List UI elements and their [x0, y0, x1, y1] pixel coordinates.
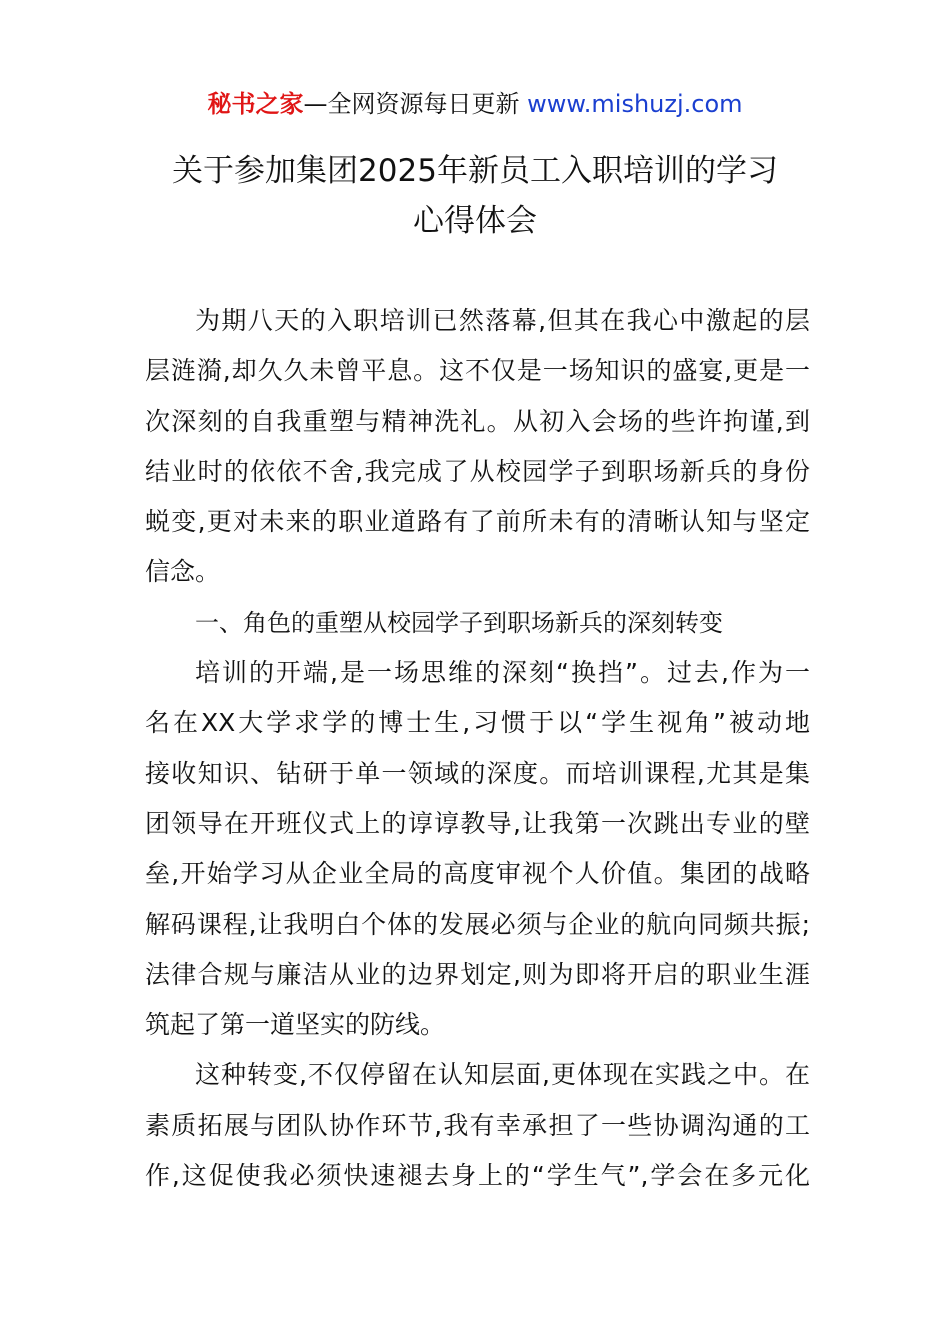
body-line: 团领导在开班仪式上的谆谆教导,让我第一次跳出专业的壁 [145, 808, 810, 838]
body-line: 垒,开始学习从企业全局的高度审视个人价值。集团的战略 [145, 859, 810, 889]
body-line: 结业时的依依不舍,我完成了从校园学子到职场新兵的身份 [145, 456, 810, 486]
site-url-link[interactable]: www.mishuzj.com [527, 90, 743, 118]
brand-name: 秘书之家 [207, 90, 304, 118]
body-line: 筑起了第一道坚实的防线。 [145, 1010, 446, 1040]
header-slogan: —全网资源每日更新 [303, 90, 528, 118]
site-header [0, 86, 950, 122]
body-line: 为期八天的入职培训已然落幕,但其在我心中激起的层 [195, 306, 810, 335]
title-line-1: 关于参加集团2025年新员工入职培训的学习 [172, 153, 778, 189]
body-line: 蜕变,更对未来的职业道路有了前所未有的清晰认知与坚定 [145, 507, 810, 537]
body-line: 法律合规与廉洁从业的边界划定,则为即将开启的职业生涯 [145, 959, 810, 989]
body-line: 信念。 [145, 557, 221, 587]
document-body [145, 296, 810, 1201]
body-line: 素质拓展与团队协作环节,我有幸承担了一些协调沟通的工 [145, 1110, 810, 1140]
body-line: 解码课程,让我明白个体的发展必须与企业的航向同频共振; [145, 909, 810, 939]
body-line: 层涟漪,却久久未曾平息。这不仅是一场知识的盛宴,更是一 [145, 356, 810, 386]
body-line: 这种转变,不仅停留在认知层面,更体现在实践之中。在 [195, 1060, 810, 1090]
body-line: 名在XX大学求学的博士生,习惯于以“学生视角”被动地 [145, 708, 810, 738]
document-title [0, 146, 950, 246]
body-line: 次深刻的自我重塑与精神洗礼。从初入会场的些许拘谨,到 [145, 406, 810, 436]
section-heading: 一、角色的重塑从校园学子到职场新兵的深刻转变 [195, 608, 723, 637]
body-line: 作,这促使我必须快速褪去身上的“学生气”,学会在多元化 [145, 1161, 810, 1191]
title-line-2: 心得体会 [413, 203, 537, 239]
body-line: 培训的开端,是一场思维的深刻“换挡”。过去,作为一 [195, 658, 810, 688]
body-line: 接收知识、钻研于单一领域的深度。而培训课程,尤其是集 [145, 758, 810, 788]
